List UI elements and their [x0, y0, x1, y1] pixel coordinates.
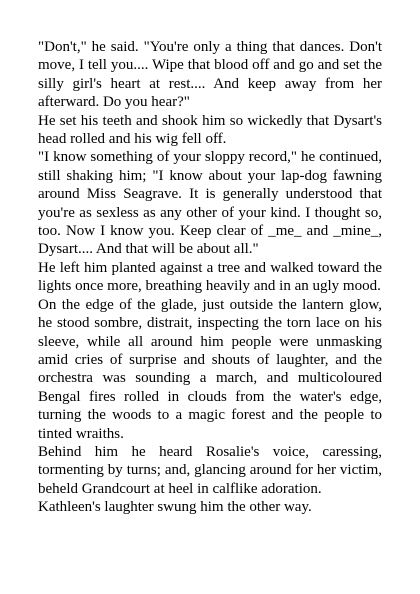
- paragraph-edge-of-glade: On the edge of the glade, just outside the lantern glow, he stood sombre, distrait, inspecting the torn lace on his sleeve, while all around him people were unmasking amid cries of surprise and shouts of laughter, and the orchestra was sounding a march, and multicoloured Bengal fires rolled in clouds from the water's edge, turning the woods to a magic forest and the people to tinted wraiths.: [38, 296, 382, 442]
- paragraph-shook-him: He set his teeth and shook him so wickedly that Dysart's head rolled and his wig fell off.: [38, 112, 382, 148]
- paragraph-kathleen-laughter: Kathleen's laughter swung him the other way.: [38, 499, 312, 516]
- book-page: [38, 38, 382, 517]
- paragraph-rosalie-voice: Behind him he heard Rosalie's voice, caressing, tormenting by turns; and, glancing around for her victim, beheld Grandcourt at heel in calflike adoration.: [38, 443, 382, 497]
- paragraph-sloppy-record: "I know something of your sloppy record," he continued, still shaking him; "I know about your lap-dog fawning around Miss Seagrave. It is generally understood that you're as sexless as any other of your kind. I thought so, too. Now I know you. Keep clear of _me_ and _mine_, Dysart.... And that will be about all.": [38, 149, 382, 258]
- paragraph-left-him-planted: He left him planted against a tree and walked toward the lights once more, breathing heavily and in an ugly mood.: [38, 259, 382, 295]
- paragraph-dont-move: "Don't," he said. "You're only a thing that dances. Don't move, I tell you.... Wipe that blood off and go and set the silly girl's heart at rest.... And keep away from her afterward. Do you hear?": [38, 39, 382, 111]
